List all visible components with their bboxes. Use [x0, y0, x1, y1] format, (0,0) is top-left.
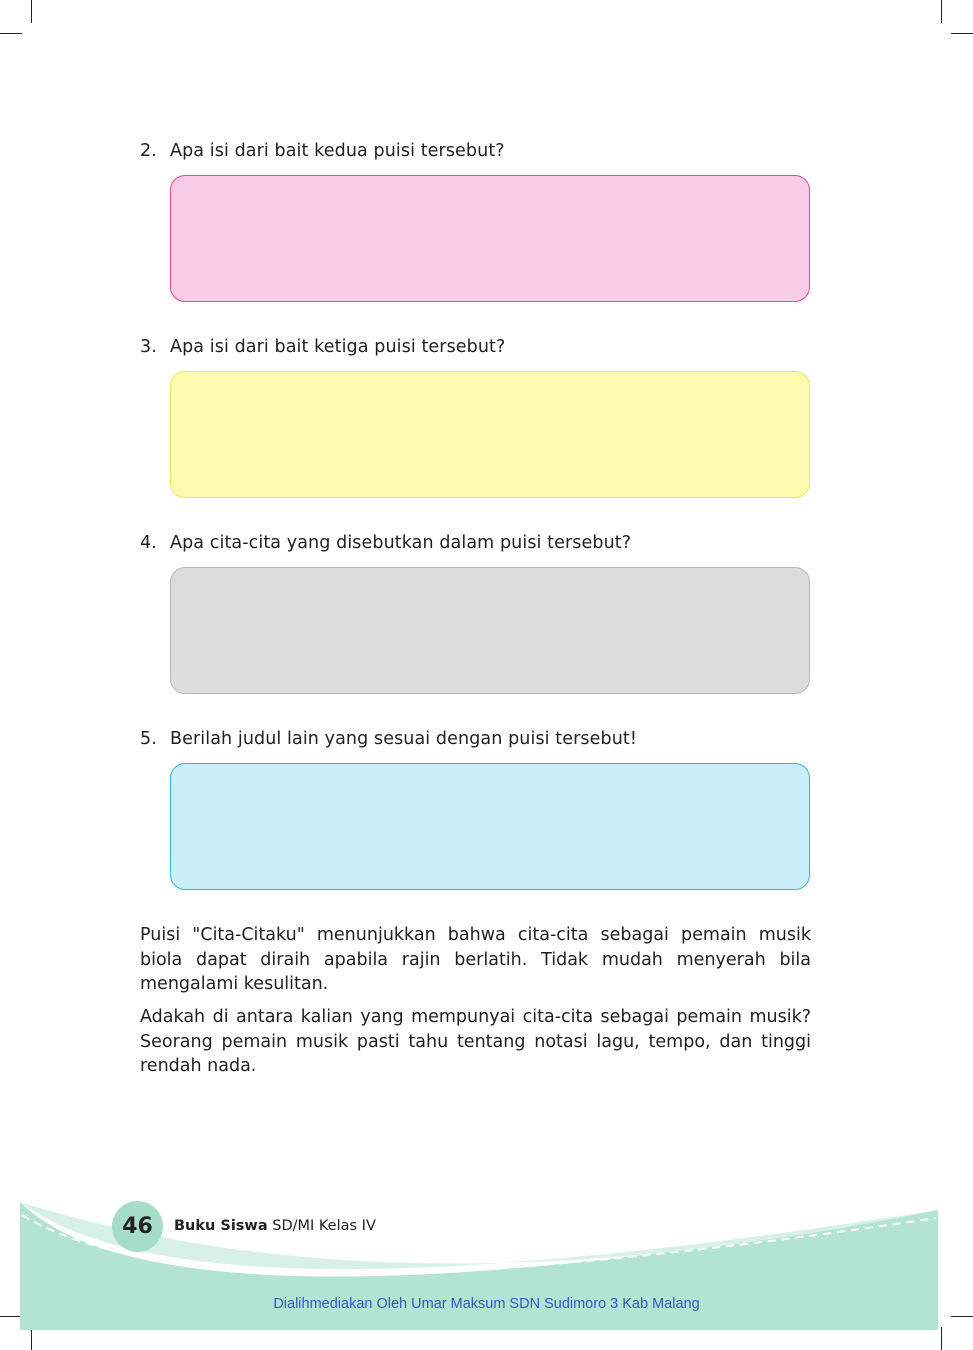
question-text: Apa cita-cita yang disebutkan dalam puisi tersebut? — [170, 533, 632, 553]
book-title-rest: SD/MI Kelas IV — [267, 1218, 376, 1234]
answer-box-5[interactable] — [170, 763, 810, 890]
question-text: Apa isi dari bait kedua puisi tersebut? — [170, 141, 505, 161]
answer-box-3[interactable] — [170, 371, 810, 498]
digitized-credit: Dialihmediakan Oleh Umar Maksum SDN Sudimoro 3 Kab Malang — [273, 1296, 700, 1312]
question-5 — [140, 727, 637, 751]
question-number: 2. — [140, 141, 157, 161]
answer-box-4[interactable] — [170, 567, 810, 694]
book-title — [174, 1218, 376, 1234]
question-3 — [140, 335, 505, 359]
question-4 — [140, 531, 631, 555]
answer-box-2[interactable] — [170, 175, 810, 302]
body-paragraph-2: Adakah di antara kalian yang mempunyai cita-cita sebagai pemain musik? Seorang pemain musik pasti tahu tentang notasi lagu, tempo, dan tinggi rendah nada. — [140, 1007, 811, 1076]
book-title-bold: Buku Siswa — [174, 1218, 268, 1234]
question-2 — [140, 139, 505, 163]
crop-mark — [0, 33, 22, 34]
question-number: 4. — [140, 533, 157, 553]
body-paragraph-1: Puisi "Cita-Citaku" menunjukkan bahwa cita-cita sebagai pemain musik biola dapat diraih apabila rajin berlatih. Tidak mudah menyerah bila mengalami kesulitan. — [140, 925, 811, 994]
question-text: Berilah judul lain yang sesuai dengan puisi tersebut! — [170, 729, 637, 749]
crop-mark — [941, 0, 942, 23]
crop-mark — [951, 33, 973, 34]
question-number: 3. — [140, 337, 157, 357]
question-text: Apa isi dari bait ketiga puisi tersebut? — [170, 337, 506, 357]
question-number: 5. — [140, 729, 157, 749]
crop-mark — [31, 0, 32, 23]
page-number-badge: 46 — [112, 1201, 163, 1252]
